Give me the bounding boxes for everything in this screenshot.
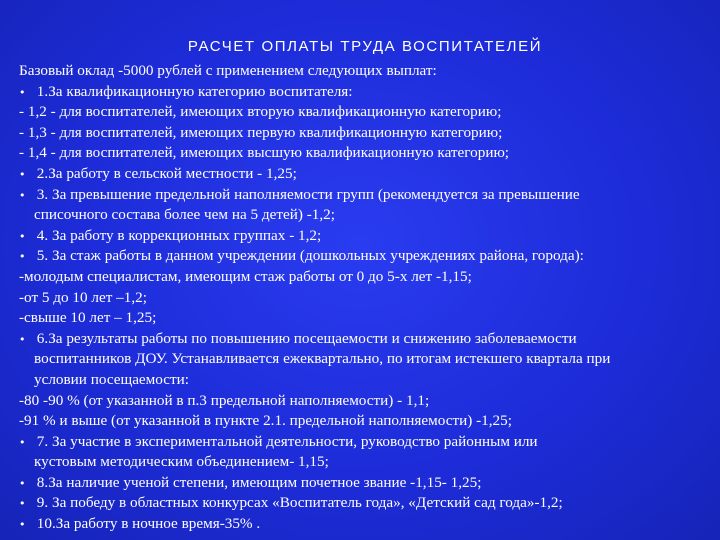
bullet-icon: • [19,518,26,532]
body-line: - 1,3 - для воспитателей, имеющих первую квалификационную категорию; [19,123,503,141]
body-line: • 3. За превышение предельной наполняемости групп (рекомендуется за превышение [19,185,709,206]
body-line: • 9. За победу в областных конкурсах «Воспитатель года», «Детский сад года»-1,2; [19,493,709,514]
body-line: -молодым специалистам, имеющим стаж работы от 0 до 5-х лет -1,15; [19,267,472,285]
body-line: -свыше 10 лет – 1,25; [19,309,157,327]
body-line: - 1,4 - для воспитателей, имеющих высшую квалификационную категорию; [19,144,510,162]
body-line: кустовым методическим объединением- 1,15; [34,453,329,471]
body-line: - 1,2 - для воспитателей, имеющих вторую квалификационную категорию; [19,103,502,121]
body-line: • 8.За наличие ученой степени, имеющим почетное звание -1,15- 1,25; [19,473,709,494]
body-line: • 6.За результаты работы по повышению посещаемости и снижению заболеваемости [19,329,709,350]
body-line: • 1.За квалификационную категорию воспитателя: [19,82,709,103]
bullet-icon: • [19,497,26,511]
slide-title: РАСЧЕТ ОПЛАТЫ ТРУДА ВОСПИТАТЕЛЕЙ [187,38,543,55]
body-line: воспитанников ДОУ. Устанавливается ежеквартально, по итогам истекшего квартала при [34,350,611,368]
bullet-icon: • [19,435,26,449]
body-line: -от 5 до 10 лет –1,2; [19,288,147,306]
body-line: -80 -90 % (от указанной в п.3 предельной наполняемости) - 1,1; [19,391,430,409]
body-line: • 4. За работу в коррекционных группах - 1,2; [19,226,709,247]
body-line: • 10.За работу в ночное время-35% . [19,514,709,535]
bullet-icon: • [19,85,26,99]
bullet-icon: • [19,167,26,181]
bullet-icon: • [19,229,26,243]
bullet-icon: • [19,332,26,346]
body-line: • 5. За стаж работы в данном учреждении (дошкольных учреждениях района, города): [19,246,709,267]
slide-body [19,61,709,535]
bullet-icon: • [19,476,26,490]
body-line: условии посещаемости: [34,370,189,388]
bullet-icon: • [19,188,26,202]
body-line: -91 % и выше (от указанной в пункте 2.1. предельной наполняемости) -1,25; [19,412,512,430]
body-line: Базовый оклад -5000 рублей с применением следующих выплат: [19,62,437,79]
body-line: • 7. За участие в экспериментальной деятельности, руководство районным или [19,432,709,453]
bullet-icon: • [19,250,26,264]
body-line: списочного состава более чем на 5 детей) -1,2; [34,206,335,224]
body-line: • 2.За работу в сельской местности - 1,25; [19,164,709,185]
